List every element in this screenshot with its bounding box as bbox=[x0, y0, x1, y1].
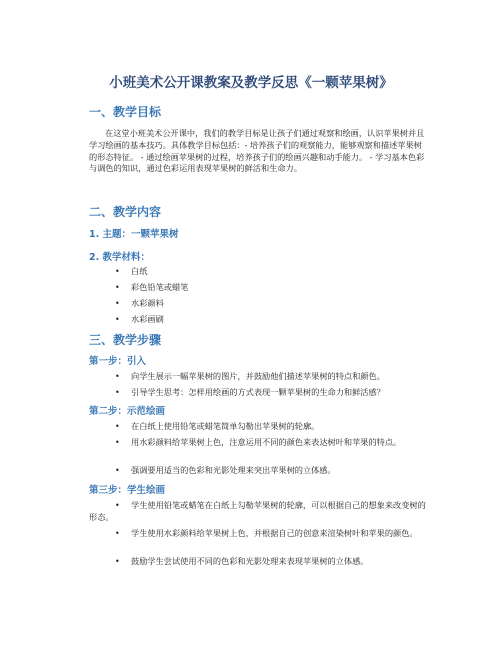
step2-heading: 第二步：示范绘画 bbox=[89, 406, 166, 417]
bullet-marker: • bbox=[115, 283, 120, 292]
material-item: 水彩画刷 bbox=[131, 314, 164, 324]
step-item: 引导学生思考：怎样用绘画的方式表现一颗苹果树的生命力和鲜活感？ bbox=[131, 387, 385, 397]
bullet-marker: • bbox=[115, 466, 120, 475]
topic-heading: 1. 主题：一颗苹果树 bbox=[89, 229, 179, 240]
list-item bbox=[89, 387, 429, 399]
section-heading-steps: 三、教学步骤 bbox=[89, 333, 162, 347]
step1-heading: 第一步：引入 bbox=[89, 356, 147, 367]
step3-heading: 第三步：学生绘画 bbox=[89, 485, 166, 496]
bullet-marker: • bbox=[115, 299, 120, 308]
list-item bbox=[89, 298, 429, 310]
step-item: 学生使用铅笔或蜡笔在白纸上勾勒苹果树的轮廓，可以根据自己的想象来改变树的形态。 bbox=[89, 500, 426, 522]
bullet-marker: • bbox=[115, 372, 120, 381]
list-item bbox=[89, 556, 429, 568]
bullet-marker: • bbox=[115, 267, 120, 276]
list-item bbox=[89, 528, 429, 540]
material-item: 彩色铅笔或蜡笔 bbox=[131, 282, 189, 292]
bullet-marker: • bbox=[115, 557, 120, 566]
material-item: 白纸 bbox=[131, 266, 148, 276]
step-item: 用水彩颜料给苹果树上色，注意运用不同的颜色来表达树叶和苹果的特点。 bbox=[131, 437, 402, 447]
bullet-marker: • bbox=[115, 529, 120, 538]
list-item bbox=[89, 500, 429, 524]
bullet-marker: • bbox=[115, 501, 120, 510]
step-item: 学生使用水彩颜料给苹果树上色，并根据自己的创意来渲染树叶和苹果的颜色。 bbox=[131, 528, 418, 538]
list-item bbox=[89, 437, 429, 449]
bullet-marker: • bbox=[115, 315, 120, 324]
materials-heading: 2. 教学材料： bbox=[89, 252, 151, 263]
list-item bbox=[89, 266, 429, 278]
section-heading-content: 二、教学内容 bbox=[89, 205, 162, 219]
list-item bbox=[89, 465, 429, 477]
material-item: 水彩颜料 bbox=[131, 298, 164, 308]
list-item bbox=[89, 282, 429, 294]
step-item: 向学生展示一幅苹果树的图片，并鼓励他们描述苹果树的特点和颜色。 bbox=[131, 371, 385, 381]
bullet-marker: • bbox=[115, 388, 120, 397]
objectives-paragraph: 在这堂小班美术公开课中，我们的教学目标是让孩子们通过观察和绘画，认识苹果树并且学习绘画的基本技巧。具体教学目标包括：- 培养孩子们的观察能力，能够观察和描述苹果树的形态特征。 - 通过绘画苹果树的过程，培养孩子们的绘画兴趣和动手能力。 - 学习基本色彩与调色的知识，通过色彩运用表现苹果树的鲜活和生命力。 bbox=[89, 128, 425, 174]
bullet-marker: • bbox=[115, 422, 120, 431]
section-heading-objectives: 一、教学目标 bbox=[89, 105, 162, 119]
document-title: 小班美术公开课教案及教学反思《一颗苹果树》 bbox=[109, 75, 393, 91]
list-item bbox=[89, 314, 429, 326]
step-item: 鼓励学生尝试使用不同的色彩和光影处理来表现苹果树的立体感。 bbox=[131, 556, 369, 566]
list-item bbox=[89, 371, 429, 383]
step-item: 强调要用适当的色彩和光影处理来突出苹果树的立体感。 bbox=[131, 465, 336, 475]
step-item: 在白纸上使用铅笔或蜡笔简单勾勒出苹果树的轮廓。 bbox=[131, 421, 320, 431]
bullet-marker: • bbox=[115, 438, 120, 447]
list-item bbox=[89, 421, 429, 433]
